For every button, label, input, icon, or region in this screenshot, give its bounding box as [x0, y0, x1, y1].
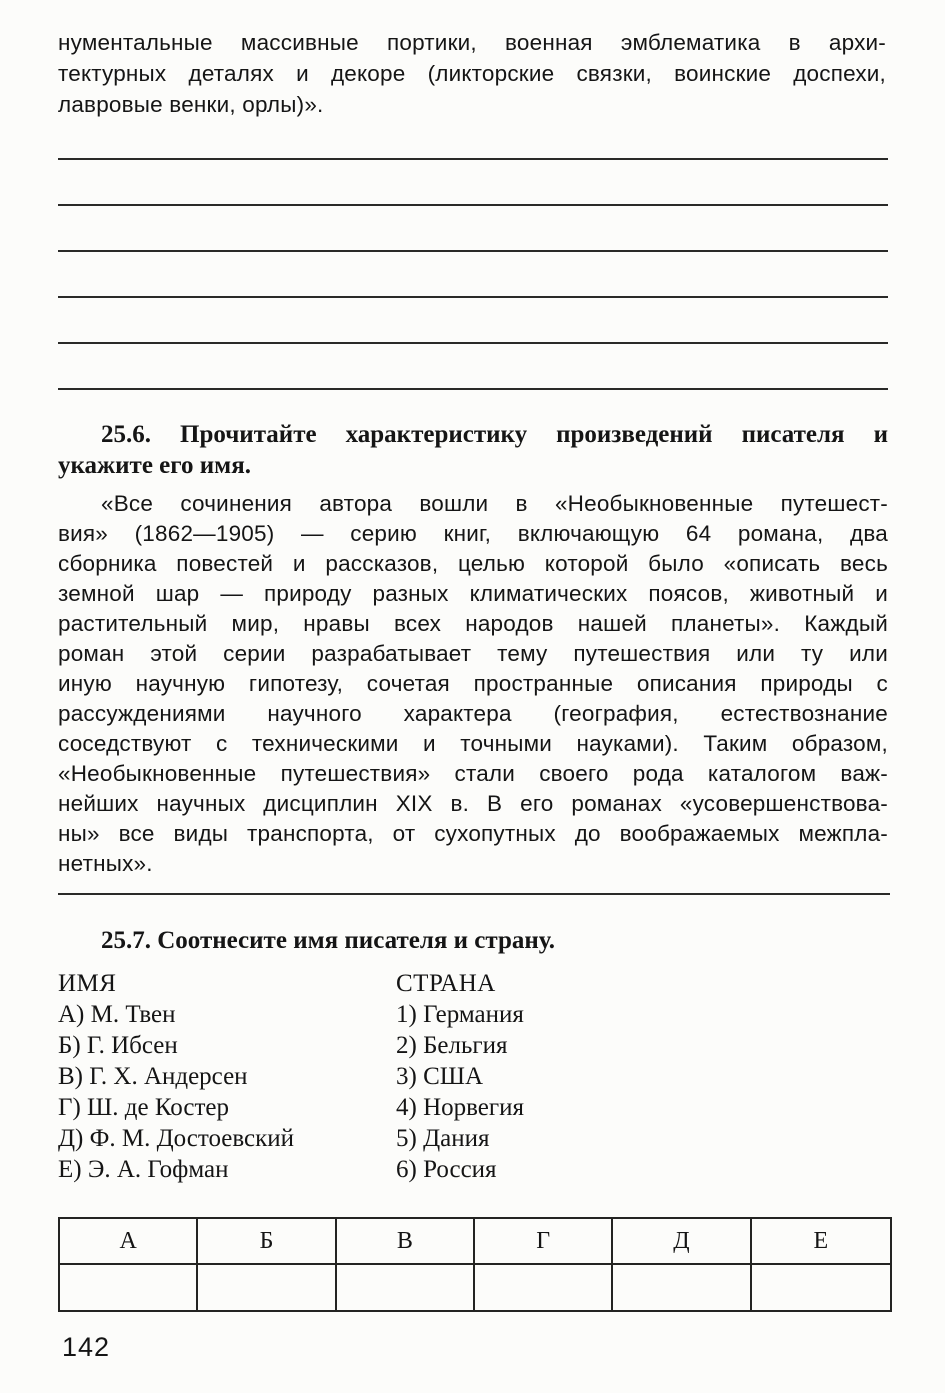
- heading-line: 25.7. Соотнесите имя писателя и страну.: [101, 927, 556, 954]
- matching-exercise-columns: [58, 968, 888, 1185]
- name-option: В) Г. Х. Андерсен: [58, 1063, 248, 1090]
- answer-table-input-cell[interactable]: [752, 1265, 890, 1310]
- names-column: [58, 968, 396, 1185]
- answer-blank-line[interactable]: [58, 893, 890, 895]
- answer-table-header-cell: Б: [198, 1219, 336, 1265]
- answer-blank-line[interactable]: [58, 204, 888, 206]
- names-column-header: ИМЯ: [58, 970, 117, 997]
- answer-table-header-cell: Е: [752, 1219, 890, 1265]
- answer-blank-line[interactable]: [58, 296, 888, 298]
- answer-blanks-group: [58, 158, 888, 390]
- paragraph-line: рассуждениями научного характера (география, естествознание: [58, 701, 888, 726]
- heading-line: укажите его имя.: [58, 452, 251, 479]
- paragraph-line: нейших научных дисциплин XIX в. В его романах «усовершенствова-: [58, 791, 888, 816]
- answer-table-header-cell: Д: [613, 1219, 751, 1265]
- name-option: Е) Э. А. Гофман: [58, 1156, 229, 1183]
- paragraph-line: тектурных деталях и декоре (ликторские связки, воинские доспехи,: [58, 61, 886, 86]
- answer-blank-line[interactable]: [58, 342, 888, 344]
- exercise-25-7-heading: [58, 925, 888, 956]
- heading-line: 25.6. Прочитайте характеристику произведений писателя и: [101, 421, 888, 448]
- paragraph-line: соседствуют с техническими и точными науками). Таким образом,: [58, 731, 888, 756]
- country-option: 2) Бельгия: [396, 1032, 508, 1059]
- paragraph-line: «Все сочинения автора вошли в «Необыкновенные путешест-: [101, 491, 888, 516]
- answer-table-header-cell: А: [60, 1219, 198, 1265]
- page-number: 142: [62, 1332, 111, 1362]
- paragraph-line: земной шар — природу разных климатических поясов, животный и: [58, 581, 888, 606]
- intro-paragraph: [58, 27, 886, 120]
- paragraph-line: нументальные массивные портики, военная эмблематика в архи-: [58, 30, 886, 55]
- answer-blanks-group: [58, 893, 890, 895]
- answer-table-header-cell: В: [337, 1219, 475, 1265]
- exercise-25-6-heading: [58, 419, 888, 481]
- paragraph-line: вия» (1862—1905) — серию книг, включающую 64 романа, два: [58, 521, 888, 546]
- countries-column: [396, 968, 888, 1185]
- name-option: Г) Ш. де Костер: [58, 1094, 229, 1121]
- name-option: Б) Г. Ибсен: [58, 1032, 178, 1059]
- country-option: 1) Германия: [396, 1001, 524, 1028]
- countries-column-header: СТРАНА: [396, 970, 496, 997]
- paragraph-line: ны» все виды транспорта, от сухопутных до воображаемых межпла-: [58, 821, 888, 846]
- answer-blank-line[interactable]: [58, 250, 888, 252]
- answer-table-input-cell[interactable]: [475, 1265, 613, 1310]
- paragraph-line: «Необыкновенные путешествия» стали своего рода каталогом важ-: [58, 761, 888, 786]
- answer-table-header-cell: Г: [475, 1219, 613, 1265]
- answer-table-input-cell[interactable]: [337, 1265, 475, 1310]
- country-option: 3) США: [396, 1063, 484, 1090]
- paragraph-line: нетных».: [58, 851, 153, 876]
- paragraph-line: лавровые венки, орлы)».: [58, 92, 324, 117]
- country-option: 4) Норвегия: [396, 1094, 525, 1121]
- name-option: А) М. Твен: [58, 1001, 176, 1028]
- paragraph-line: иную научную гипотезу, сочетая пространные описания природы с: [58, 671, 888, 696]
- answer-table-input-cell[interactable]: [60, 1265, 198, 1310]
- country-option: 6) Россия: [396, 1156, 497, 1183]
- paragraph-line: роман этой серии разрабатывает тему путешествия или ту или: [58, 641, 888, 666]
- exercise-25-6-quote-paragraph: [58, 489, 888, 879]
- answer-blank-line[interactable]: [58, 158, 888, 160]
- name-option: Д) Ф. М. Достоевский: [58, 1125, 295, 1152]
- paragraph-line: сборника повестей и рассказов, целью которой было «описать весь: [58, 551, 888, 576]
- answer-table-input-cell[interactable]: [198, 1265, 336, 1310]
- country-option: 5) Дания: [396, 1125, 490, 1152]
- answer-table-input-cell[interactable]: [613, 1265, 751, 1310]
- answer-blank-line[interactable]: [58, 388, 888, 390]
- answer-table: [58, 1217, 892, 1312]
- paragraph-line: растительный мир, нравы всех народов нашей планеты». Каждый: [58, 611, 888, 636]
